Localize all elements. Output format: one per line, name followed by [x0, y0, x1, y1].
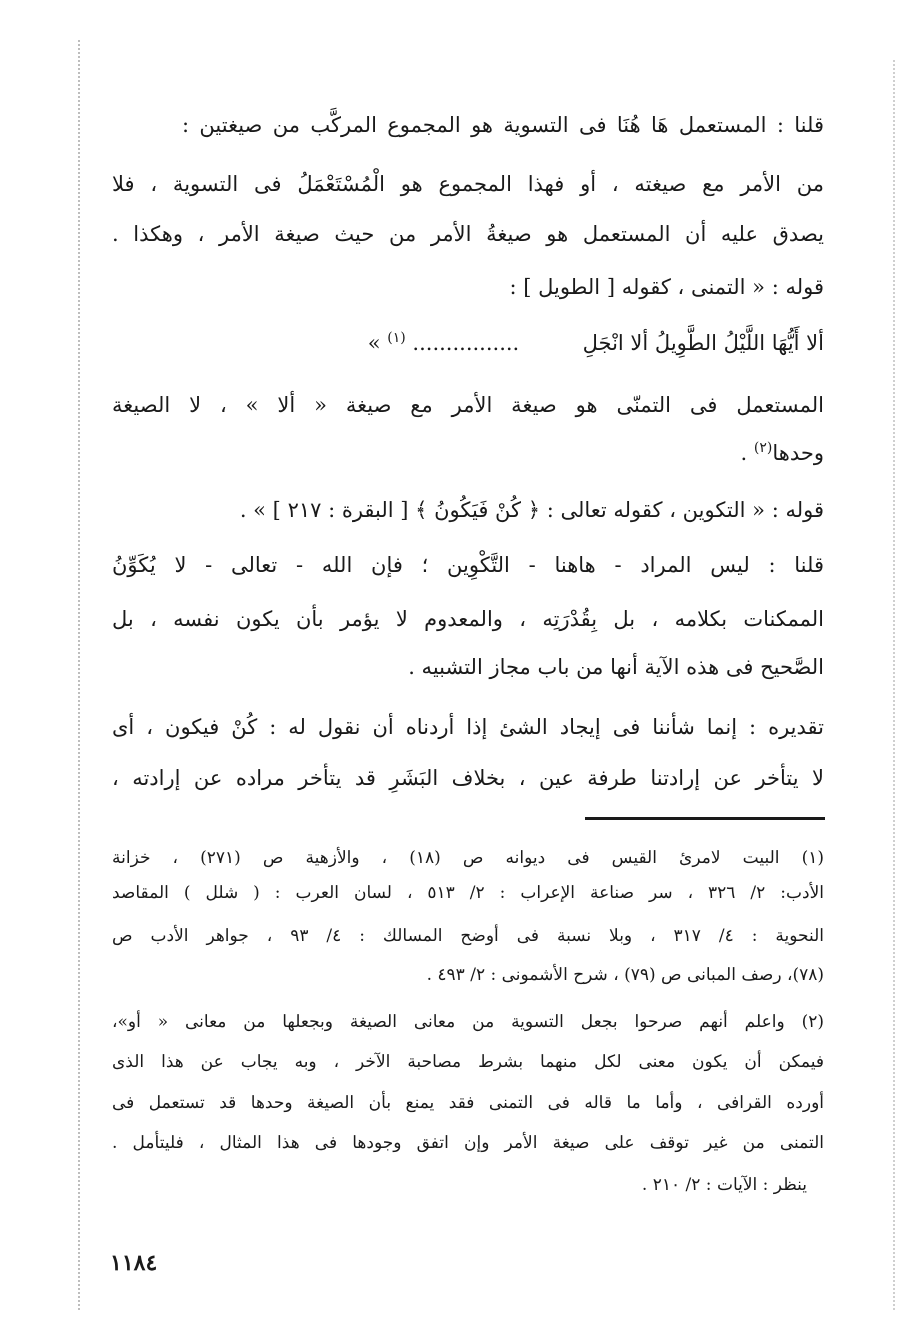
footnote-1-line-3: النحوية : ٤/ ٣١٧ ، وبلا نسبة فى أوضح المسالك : ٤/ ٩٣ ، جواهر الأدب ص [112, 926, 825, 946]
body-line-11: الصَّحيح فى هذه الآية أنها من باب مجاز التشبيه . [408, 655, 824, 679]
body-line-7-end: . [740, 441, 754, 465]
body-line-3: يصدق عليه أن المستعمل هو صيغةُ الأمر من حيث صيغة الأمر ، وهكذا . [112, 222, 824, 246]
body-line-8: قوله : « التكوين ، كقوله تعالى : ﴿ كُنْ فَيَكُونُ ﴾ [ البقرة : ٢١٧ ] » . [239, 498, 824, 522]
body-line-12: تقديره : إنما شأننا فى إيجاد الشئ إذا أردناه أن نقول له : كُنْ فيكون ، أى [112, 715, 824, 739]
page-number: ١١٨٤ [110, 1250, 158, 1276]
verse-close-quote: » [367, 331, 381, 355]
verse-text: ألا أَيُّهَا اللَّيْلُ الطَّوِيلُ ألا انْجَلِ [582, 331, 824, 355]
body-line-10: الممكنات بكلامه ، بل بِقُدْرَتِه ، والمعدوم لا يؤمر بأن يكون نفسه ، بل [112, 607, 824, 631]
footnote-2-line-1: (٢) واعلم أنهم صرحوا بجعل التسوية من معانى الصيغة وبجعلها من معانى « أو»، [112, 1012, 824, 1032]
footnote-ref-1: (١) [387, 330, 406, 346]
footnote-2-line-3: أورده القرافى ، وأما ما قاله فى التمنى فقد يمنع بأن الصيغة وحدها قد تستعمل فى [112, 1093, 824, 1113]
body-line-9: قلنا : ليس المراد - هاهنا - التَّكْوِين ؛ فإن الله - تعالى - لا يُكَوِّنُ [112, 553, 824, 577]
footnote-ref-2: (٢) [753, 440, 773, 456]
scan-edge-left [78, 40, 80, 1310]
footnote-2-line-2: فيمكن أن يكون معنى لكل منهما بشرط مصاحبة الآخر ، وبه يجاب عن هذا الذى [112, 1052, 824, 1072]
body-line-4: قوله : « التمنى ، كقوله [ الطويل ] : [509, 275, 824, 299]
body-line-1: قلنا : المستعمل هَا هُنَا فى التسوية هو المجموع المركَّب من صيغتين : [182, 113, 824, 137]
verse-ellipsis: ................ [412, 331, 520, 355]
body-line-13: لا يتأخر عن إرادتنا طرفة عين ، بخلاف البَشَرِ قد يتأخر مراده عن إرادته ، [112, 766, 824, 790]
body-line-6: المستعمل فى التمنّى هو صيغة الأمر مع صيغة « ألا » ، لا الصيغة [112, 393, 824, 417]
body-line-7 [112, 440, 824, 465]
scan-edge-right [893, 60, 895, 1310]
body-line-2: من الأمر مع صيغته ، أو فهذا المجموع هو الْمُسْتَعْمَلُ فى التسوية ، فلا [112, 172, 824, 196]
footnote-2-line-5: ينظر : الآيات : ٢/ ٢١٠ . [641, 1175, 807, 1195]
body-line-7-text: وحدها [772, 441, 824, 465]
footnote-separator [585, 817, 825, 820]
footnote-2-line-4: التمنى من غير توقف على صيغة الأمر وإن اتفق وجودها فى هذا المثال ، فليتأمل . [112, 1133, 824, 1153]
poetry-verse [112, 330, 824, 355]
footnote-1-line-4: (٧٨)، رصف المبانى ص (٧٩) ، شرح الأشمونى : ٢/ ٤٩٣ . [426, 965, 824, 985]
footnote-1-line-2: الأدب: ٢/ ٣٢٦ ، سر صناعة الإعراب : ٢/ ٥١٣ ، لسان العرب : ( شلل ) المقاصد [112, 883, 825, 903]
footnote-1-line-1: (١) البيت لامرئ القيس فى ديوانه ص (١٨) ، والأزهية ص (٢٧١) ، خزانة [112, 848, 824, 868]
